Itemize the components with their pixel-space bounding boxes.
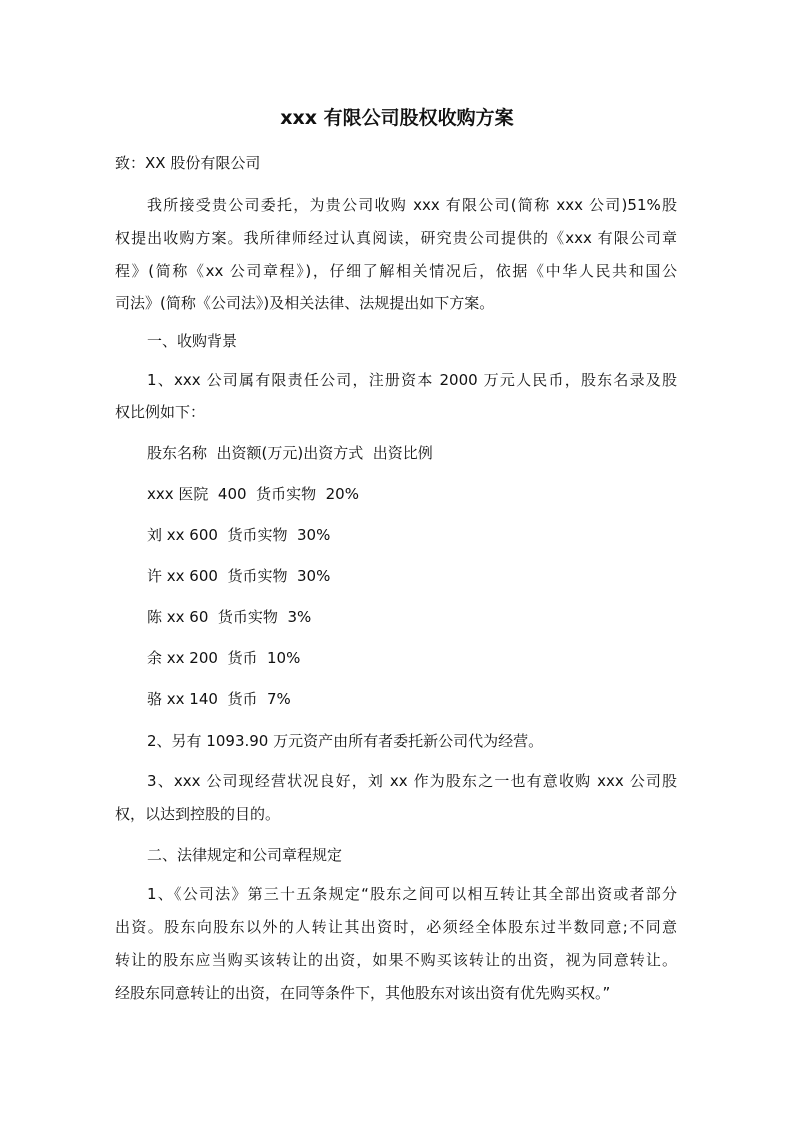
paragraph-line: 转让的股东应当购买该转让的出资，如果不购买该转让的出资，视为同意转让。 [115, 951, 677, 969]
paragraph-line: 3、xxx 公司现经营状况良好，刘 xx 作为股东之一也有意收购 xxx 公司股 [147, 772, 677, 790]
paragraph-line: 1、xxx 公司属有限责任公司，注册资本 2000 万元人民币，股东名录及股 [147, 371, 677, 389]
paragraph-line: 权，以达到控股的目的。 [115, 805, 281, 823]
intro-line: 司法》(简称《公司法》)及相关法律、法规提出如下方案。 [115, 294, 495, 312]
shareholder-row: 许 xx 600 货币实物 30% [147, 567, 331, 585]
shareholder-row: 刘 xx 600 货币实物 30% [147, 526, 331, 544]
shareholder-row: 骆 xx 140 货币 7% [147, 690, 291, 708]
intro-line: 程》(简称《xx 公司章程》)，仔细了解相关情况后，依据《中华人民共和国公 [115, 262, 677, 280]
paragraph-line: 经股东同意转让的出资，在同等条件下，其他股东对该出资有优先购买权。” [115, 984, 611, 1002]
paragraph-line: 2、另有 1093.90 万元资产由所有者委托新公司代为经营。 [147, 732, 544, 750]
section-heading: 二、法律规定和公司章程规定 [147, 846, 343, 864]
shareholder-row: 陈 xx 60 货币实物 3% [147, 608, 312, 626]
intro-line: 权提出收购方案。我所律师经过认真阅读，研究贵公司提供的《xxx 有限公司章 [115, 229, 677, 247]
paragraph-line: 权比例如下： [115, 403, 206, 421]
section-heading: 一、收购背景 [147, 332, 238, 350]
document-title: xxx 有限公司股权收购方案 [280, 107, 514, 129]
paragraph-line: 出资。股东向股东以外的人转让其出资时，必须经全体股东过半数同意;不同意 [115, 918, 677, 936]
shareholder-row: 余 xx 200 货币 10% [147, 649, 301, 667]
addressee: 致：XX 股份有限公司 [115, 154, 261, 172]
paragraph-line: 1、《公司法》第三十五条规定“股东之间可以相互转让其全部出资或者部分 [147, 885, 677, 903]
shareholder-table-header: 股东名称 出资额(万元)出资方式 出资比例 [147, 444, 433, 462]
shareholder-row: xxx 医院 400 货币实物 20% [147, 485, 359, 503]
intro-line: 我所接受贵公司委托，为贵公司收购 xxx 有限公司(简称 xxx 公司)51%股 [147, 196, 677, 214]
